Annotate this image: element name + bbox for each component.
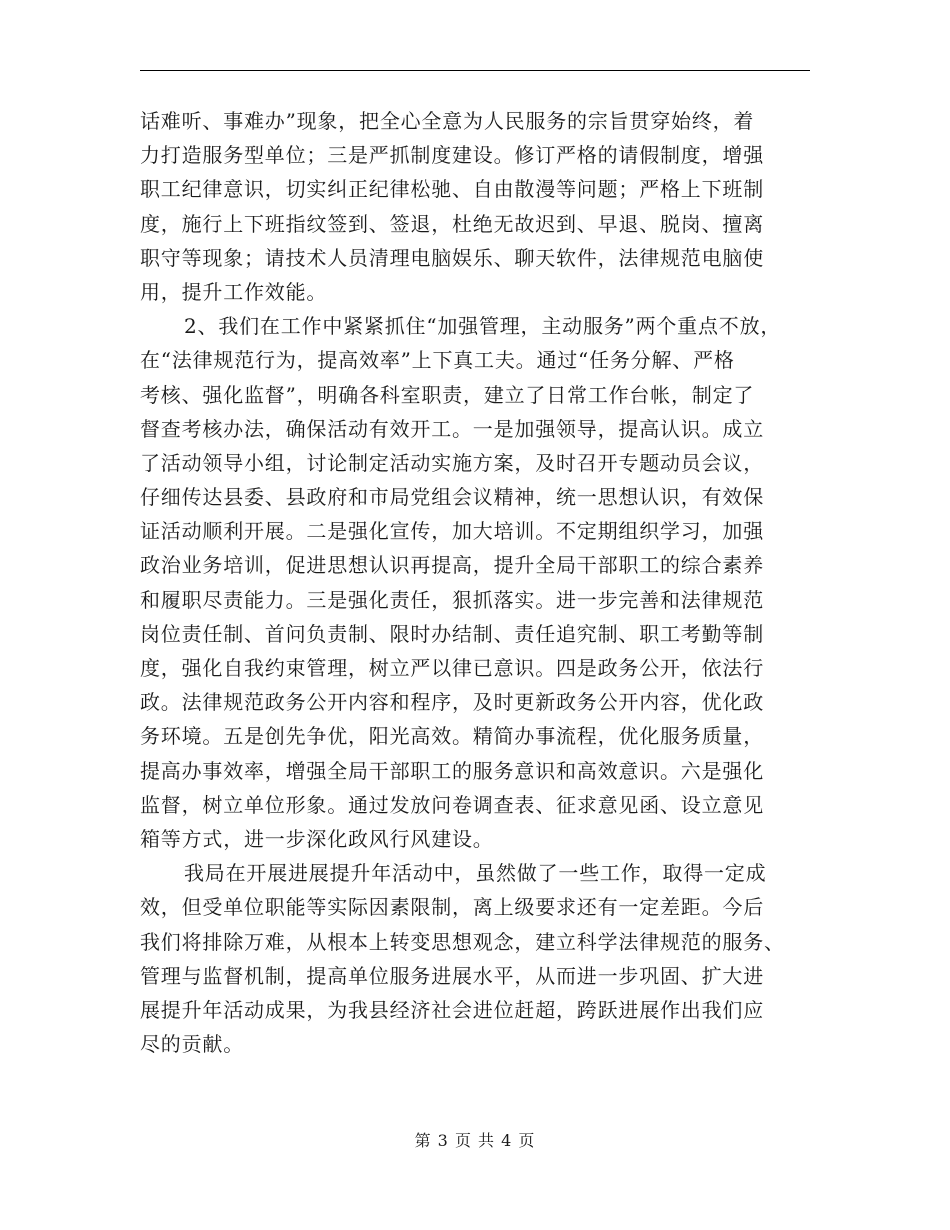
text-line: 尽的贡献。	[140, 1032, 244, 1057]
header-rule	[140, 70, 810, 71]
text-line: 2、我们在工作中紧紧抓住“加强管理，主动服务”两个重点不放，	[184, 314, 782, 339]
text-line: 督查考核办法，确保活动有效开工。一是加强领导，提高认识。成立	[140, 416, 764, 441]
text-line: 监督，树立单位形象。通过发放问卷调查表、征求意见函、设立意见	[140, 792, 764, 817]
text-line: 度，施行上下班指纹签到、签退，杜绝无故迟到、早退、脱岗、擅离	[140, 211, 764, 236]
text-line: 务环境。五是创先争优，阳光高效。精简办事流程，优化服务质量，	[140, 724, 764, 749]
text-line: 职守等现象；请技术人员清理电脑娱乐、聊天软件，法律规范电脑使	[140, 245, 764, 270]
text-line: 政。法律规范政务公开内容和程序，及时更新政务公开内容，优化政	[140, 690, 764, 715]
text-line: 了活动领导小组，讨论制定活动实施方案，及时召开专题动员会议，	[140, 450, 764, 475]
text-line: 力打造服务型单位；三是严抓制度建设。修订严格的请假制度，增强	[140, 143, 764, 168]
text-line: 岗位责任制、首问负责制、限时办结制、责任追究制、职工考勤等制	[140, 621, 764, 646]
text-line: 用，提升工作效能。	[140, 279, 328, 304]
text-line: 管理与监督机制，提高单位服务进展水平，从而进一步巩固、扩大进	[140, 963, 764, 988]
text-line: 证活动顺利开展。二是强化宣传，加大培训。不定期组织学习，加强	[140, 519, 764, 544]
page-footer: 第 3 页 共 4 页	[414, 1131, 536, 1150]
document-body	[140, 104, 820, 1061]
text-line: 和履职尽责能力。三是强化责任，狠抓落实。进一步完善和法律规范	[140, 587, 764, 612]
text-line: 话难听、事难办”现象，把全心全意为人民服务的宗旨贯穿始终，着	[140, 109, 755, 133]
text-line: 提高办事效率，增强全局干部职工的服务意识和高效意识。六是强化	[140, 758, 764, 783]
text-line: 政治业务培训，促进思想认识再提高，提升全局干部职工的综合素养	[140, 553, 764, 578]
text-line: 仔细传达县委、县政府和市局党组会议精神，统一思想认识，有效保	[140, 485, 764, 510]
text-line: 考核、强化监督”，明确各科室职责，建立了日常工作台帐，制定了	[140, 382, 755, 407]
text-line: 我局在开展进展提升年活动中，虽然做了一些工作，取得一定成	[184, 861, 767, 886]
text-line: 职工纪律意识，切实纠正纪律松驰、自由散漫等问题；严格上下班制	[140, 177, 764, 202]
text-line: 效，但受单位职能等实际因素限制，离上级要求还有一定差距。今后	[140, 895, 764, 920]
text-line: 度，强化自我约束管理，树立严以律已意识。四是政务公开，依法行	[140, 656, 764, 680]
text-line: 展提升年活动成果，为我县经济社会进位赶超，跨跃进展作出我们应	[140, 997, 764, 1022]
text-line: 箱等方式，进一步深化政风行风建设。	[140, 826, 494, 851]
text-line: 在“法律规范行为，提高效率”上下真工夫。通过“任务分解、严格	[140, 348, 735, 373]
text-line: 我们将排除万难，从根本上转变思想观念，建立科学法律规范的服务、	[140, 929, 785, 954]
